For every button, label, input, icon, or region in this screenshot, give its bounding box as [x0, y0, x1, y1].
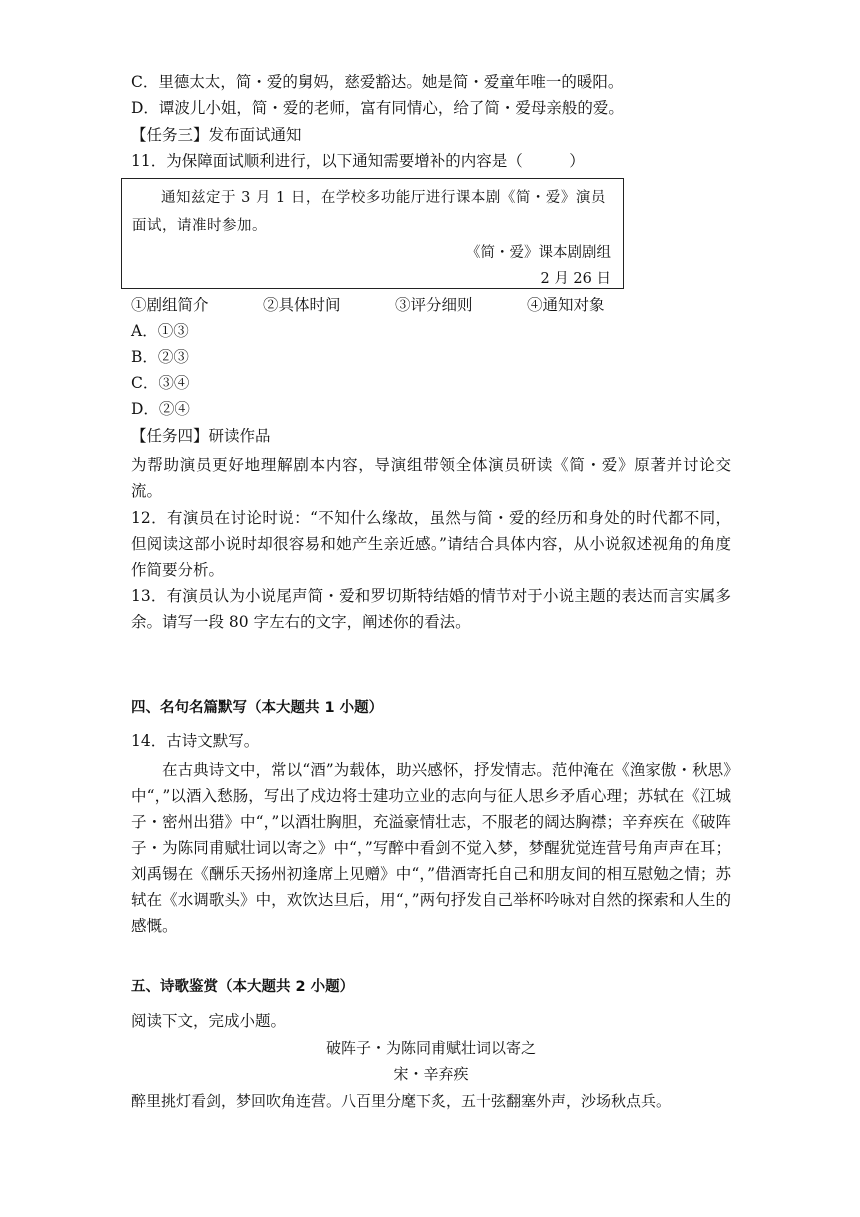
choice-b: B．②③ [131, 348, 189, 366]
question-11: 11．为保障面试顺利进行，以下通知需要增补的内容是（ ） [131, 152, 585, 170]
question-14: 14．古诗文默写。 [131, 732, 260, 750]
choice-a: A．①③ [131, 322, 189, 340]
section5-heading: 五、诗歌鉴赏（本大题共 2 小题） [131, 979, 355, 995]
choice-d: D．②④ [131, 400, 190, 418]
notice-signature [466, 240, 611, 292]
question-12: 12．有演员在讨论时说：“不知什么缘故，虽然与简・爱的经历和身处的时代都不同，但阅读这部小说时却很容易和她产生亲近感。”请结合具体内容，从小说叙述视角的角度作简要分析。 [131, 509, 731, 579]
question-13: 13．有演员认为小说尾声简・爱和罗切斯特结婚的情节对于小说主题的表达而言实属多余。请写一段 80 字左右的文字，阐述你的看法。 [131, 587, 731, 631]
task3-heading: 【任务三】发布面试通知 [131, 126, 302, 144]
notice-box [121, 178, 624, 289]
poem-title: 破阵子・为陈同甫赋壮词以寄之 [325, 1039, 536, 1057]
poem-author: 宋・辛弃疾 [393, 1065, 469, 1083]
poem-line: 醉里挑灯看剑，梦回吹角连营。八百里分麾下炙，五十弦翻塞外声，沙场秋点兵。 [131, 1092, 672, 1110]
item-list [131, 294, 731, 316]
section4-heading: 四、名句名篇默写（本大题共 1 小题） [131, 700, 384, 716]
notice-date: 2 月 26 日 [540, 271, 611, 287]
section5-instruction: 阅读下文，完成小题。 [131, 1012, 287, 1030]
item-2: ②具体时间 [263, 296, 341, 314]
option-c-text: C．里德太太，简・爱的舅妈，慈爱豁达。她是简・爱童年唯一的暖阳。 [131, 73, 624, 91]
task4-heading: 【任务四】研读作品 [131, 427, 271, 445]
notice-body: 通知兹定于 3 月 1 日，在学校多功能厅进行课本剧《简・爱》演员面试，请准时参加。 [132, 190, 606, 234]
choice-c: C．③④ [131, 374, 190, 392]
task4-intro: 为帮助演员更好地理解剧本内容，导演组带领全体演员研读《简・爱》原著并讨论交流。 [131, 456, 731, 500]
item-3: ③评分细则 [395, 296, 473, 314]
item-1: ①剧组简介 [131, 296, 209, 314]
option-d-text: D．谭波儿小姐，简・爱的老师，富有同情心，给了简・爱母亲般的爱。 [131, 99, 624, 117]
notice-signer: 《简・爱》课本剧剧组 [466, 245, 611, 261]
item-4: ④通知对象 [527, 296, 605, 314]
section4-text: 在古典诗文中，常以“酒”为载体，助兴感怀，抒发情志。范仲淹在《渔家傲・秋思》中“，”以酒入愁肠，写出了戍边将士建功立业的志向与征人思乡矛盾心理；苏轼在《江城子・密州出猎》中“，”以酒壮胸胆，充溢豪情壮志，不服老的阔达胸襟；辛弃疾在《破阵子・为陈同甫赋壮词以寄之》中“，”写醉中看剑不觉入梦，梦醒犹觉连营号角声声在耳；刘禹锡在《酬乐天扬州初逢席上见赠》中“，”借酒寄托自己和朋友间的相互慰勉之情；苏轼在《水调歌头》中，欢饮达旦后，用“，”两句抒发自己举杯吟咏对自然的探索和人生的感慨。 [131, 761, 731, 935]
